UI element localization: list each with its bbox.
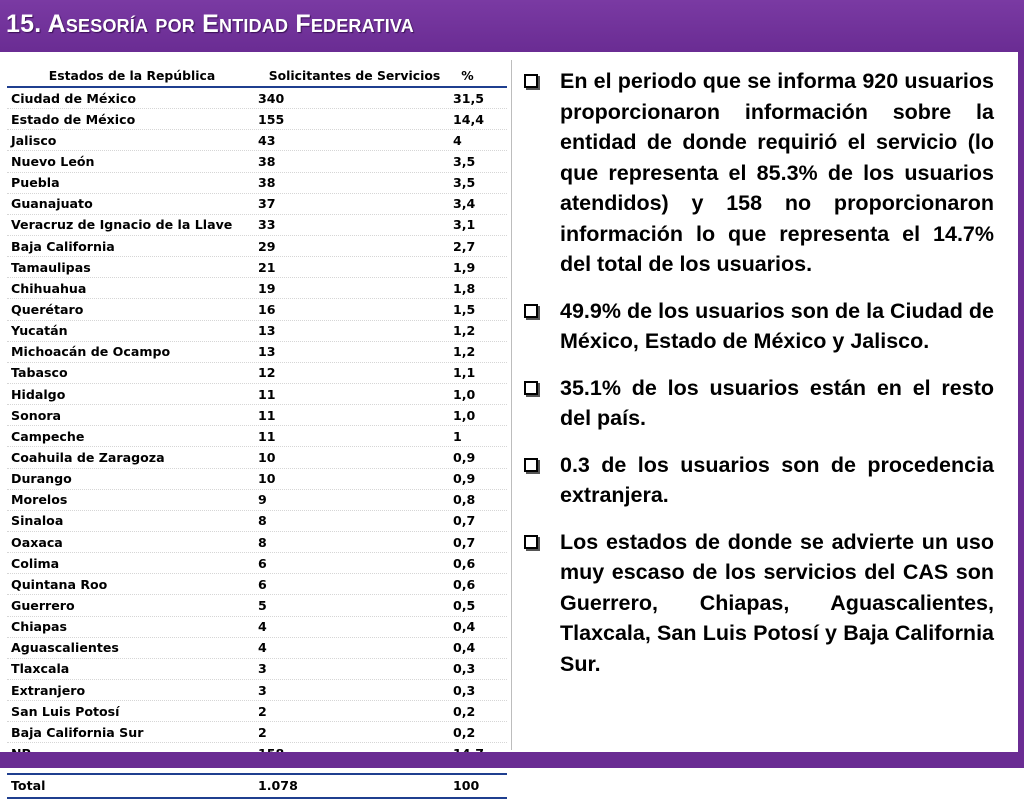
- cell-percent: 3,5: [453, 175, 476, 191]
- cell-percent: 1,0: [453, 386, 476, 402]
- cell-state: Michoacán de Ocampo: [11, 344, 171, 360]
- table-row: [7, 257, 507, 278]
- cell-applicants: 5: [258, 597, 267, 613]
- cell-state: Nuevo León: [11, 153, 95, 169]
- table-row: [7, 342, 507, 363]
- checkbox-bullet-icon: [524, 304, 538, 318]
- cell-percent: 0,3: [453, 661, 476, 677]
- cell-applicants: 12: [258, 365, 276, 381]
- cell-state: Extranjero: [11, 682, 86, 698]
- cell-percent: 0,4: [453, 640, 476, 656]
- table-row: [7, 109, 507, 130]
- cell-percent: 0,9: [453, 449, 476, 465]
- cell-state: Oaxaca: [11, 534, 63, 550]
- cell-applicants: 9: [258, 492, 267, 508]
- cell-percent: 3,4: [453, 196, 476, 212]
- cell-state: Tlaxcala: [11, 661, 70, 677]
- cell-percent: 1,2: [453, 323, 476, 339]
- cell-percent: 0,7: [453, 534, 476, 550]
- table-row: [7, 511, 507, 532]
- cell-applicants: 10: [258, 449, 276, 465]
- cell-percent: 0,7: [453, 513, 476, 529]
- cell-percent: 3,1: [453, 217, 476, 233]
- table-row: [7, 384, 507, 405]
- cell-state: Chiapas: [11, 619, 68, 635]
- cell-applicants: 13: [258, 323, 276, 339]
- cell-state: Sonora: [11, 407, 62, 423]
- bullet-text: En el periodo que se informa 920 usuarios proporcionaron información sobre la entidad de donde requirió el servicio (lo que representa el 85.3% de los usuarios atendidos) y 158 no proporcionaron información lo que representa el 14.7% del total de los usuarios.: [560, 69, 994, 276]
- table-row: [7, 194, 507, 215]
- cell-state: Estado de México: [11, 111, 136, 127]
- cell-state: Yucatán: [11, 323, 68, 339]
- cell-percent: 0,9: [453, 471, 476, 487]
- cell-state: Morelos: [11, 492, 68, 508]
- cell-state: Puebla: [11, 175, 60, 191]
- cell-applicants: 11: [258, 386, 276, 402]
- cell-applicants: 43: [258, 132, 276, 148]
- table-row: [7, 469, 507, 490]
- cell-state: Guanajuato: [11, 196, 93, 212]
- total-label: Total: [11, 778, 46, 793]
- table-row: [7, 426, 507, 447]
- cell-state: Querétaro: [11, 301, 84, 317]
- cell-state: Baja California Sur: [11, 724, 144, 740]
- table-row: [7, 659, 507, 680]
- table-row: [7, 595, 507, 616]
- table-row: [7, 638, 507, 659]
- cell-state: Quintana Roo: [11, 576, 108, 592]
- cell-applicants: 155: [258, 111, 285, 127]
- cell-applicants: 2: [258, 724, 267, 740]
- cell-percent: 0,3: [453, 682, 476, 698]
- bullet-text: 0.3 de los usuarios son de procedencia extranjera.: [560, 452, 994, 507]
- cell-applicants: 13: [258, 344, 276, 360]
- cell-percent: 14,4: [453, 111, 485, 127]
- cell-percent: 1,1: [453, 365, 476, 381]
- table-row: [7, 532, 507, 553]
- table-row: [7, 151, 507, 172]
- table-row: [7, 722, 507, 743]
- right-edge-bar: [1018, 52, 1024, 752]
- cell-applicants: 3: [258, 661, 267, 677]
- cell-state: Durango: [11, 471, 72, 487]
- cell-state: Ciudad de México: [11, 90, 137, 106]
- cell-percent: 1,0: [453, 407, 476, 423]
- checkbox-bullet-icon: [524, 381, 538, 395]
- cell-state: Baja California: [11, 238, 115, 254]
- cell-applicants: 8: [258, 513, 267, 529]
- cell-state: San Luis Potosí: [11, 703, 120, 719]
- cell-applicants: 38: [258, 153, 276, 169]
- cell-applicants: 37: [258, 196, 276, 212]
- title-banner: [0, 0, 1024, 52]
- cell-applicants: 340: [258, 90, 285, 106]
- cell-percent: 0,4: [453, 619, 476, 635]
- cell-state: Veracruz de Ignacio de la Llave: [11, 217, 233, 233]
- table-body: [7, 88, 507, 765]
- table-row: [7, 553, 507, 574]
- table-row: [7, 680, 507, 701]
- cell-percent: 0,6: [453, 576, 476, 592]
- table-row: [7, 447, 507, 468]
- cell-applicants: 3: [258, 682, 267, 698]
- cell-state: Tamaulipas: [11, 259, 91, 275]
- cell-percent: 1,8: [453, 280, 476, 296]
- table-row: [7, 88, 507, 109]
- slide-title: 15. Asesoría por Entidad Federativa: [6, 10, 414, 38]
- cell-percent: 3,5: [453, 153, 476, 169]
- table-row: [7, 490, 507, 511]
- cell-percent: 31,5: [453, 90, 485, 106]
- table-row: [7, 617, 507, 638]
- table-row: [7, 173, 507, 194]
- states-table: [7, 64, 507, 799]
- table-row: [7, 130, 507, 151]
- divider-line: [511, 60, 512, 750]
- cell-percent: 0,5: [453, 597, 476, 613]
- bullet-item: [524, 450, 994, 511]
- cell-applicants: 10: [258, 471, 276, 487]
- bullet-text: 35.1% de los usuarios están en el resto del país.: [560, 375, 994, 430]
- cell-percent: 1,2: [453, 344, 476, 360]
- cell-state: Jalisco: [11, 132, 57, 148]
- cell-applicants: 6: [258, 576, 267, 592]
- header-applicants: Solicitantes de Servicios: [268, 67, 441, 83]
- cell-state: Campeche: [11, 428, 85, 444]
- cell-percent: 0,2: [453, 703, 476, 719]
- cell-applicants: 11: [258, 407, 276, 423]
- cell-percent: 1,9: [453, 259, 476, 275]
- header-percent: %: [461, 67, 474, 83]
- cell-applicants: 21: [258, 259, 276, 275]
- table-row: [7, 405, 507, 426]
- table-row: [7, 363, 507, 384]
- bullet-item: [524, 527, 994, 680]
- bullet-item: [524, 296, 994, 357]
- header-states: Estados de la República: [48, 67, 216, 83]
- table-row: [7, 278, 507, 299]
- cell-state: Chihuahua: [11, 280, 87, 296]
- cell-applicants: 4: [258, 640, 267, 656]
- cell-applicants: 2: [258, 703, 267, 719]
- cell-applicants: 29: [258, 238, 276, 254]
- cell-percent: 4: [453, 132, 462, 148]
- table-row: [7, 321, 507, 342]
- checkbox-bullet-icon: [524, 74, 538, 88]
- checkbox-bullet-icon: [524, 535, 538, 549]
- bullet-text: Los estados de donde se advierte un uso muy escaso de los servicios del CAS son Guerrero, Chiapas, Aguascalientes, Tlaxcala, San Luis Potosí y Baja California Sur.: [560, 529, 994, 676]
- checkbox-bullet-icon: [524, 458, 538, 472]
- cell-applicants: 38: [258, 175, 276, 191]
- cell-applicants: 4: [258, 619, 267, 635]
- cell-percent: 0,6: [453, 555, 476, 571]
- table-row: [7, 701, 507, 722]
- cell-state: Tabasco: [11, 365, 68, 381]
- cell-percent: 1,5: [453, 301, 476, 317]
- cell-applicants: 11: [258, 428, 276, 444]
- cell-state: Guerrero: [11, 597, 75, 613]
- cell-state: Sinaloa: [11, 513, 64, 529]
- cell-percent: 1: [453, 428, 462, 444]
- total-applicants: 1.078: [258, 778, 298, 793]
- table-row: [7, 236, 507, 257]
- table-row: [7, 574, 507, 595]
- cell-applicants: 19: [258, 280, 276, 296]
- cell-percent: 0,8: [453, 492, 476, 508]
- table-row: [7, 215, 507, 236]
- bullet-text: 49.9% de los usuarios son de la Ciudad de México, Estado de México y Jalisco.: [560, 298, 994, 353]
- cell-percent: 0,2: [453, 724, 476, 740]
- cell-applicants: 6: [258, 555, 267, 571]
- table-header: [7, 64, 507, 88]
- cell-state: Aguascalientes: [11, 640, 119, 656]
- bullet-item: [524, 66, 994, 280]
- cell-percent: 2,7: [453, 238, 476, 254]
- cell-applicants: 33: [258, 217, 276, 233]
- bullet-list: [524, 66, 994, 695]
- cell-applicants: 16: [258, 301, 276, 317]
- bullet-item: [524, 373, 994, 434]
- bottom-bar: [0, 752, 1024, 768]
- cell-state: Colima: [11, 555, 60, 571]
- table-row: [7, 299, 507, 320]
- cell-state: Coahuila de Zaragoza: [11, 449, 165, 465]
- cell-applicants: 8: [258, 534, 267, 550]
- cell-state: Hidalgo: [11, 386, 66, 402]
- table-total-row: [7, 773, 507, 799]
- total-percent: 100: [453, 778, 480, 793]
